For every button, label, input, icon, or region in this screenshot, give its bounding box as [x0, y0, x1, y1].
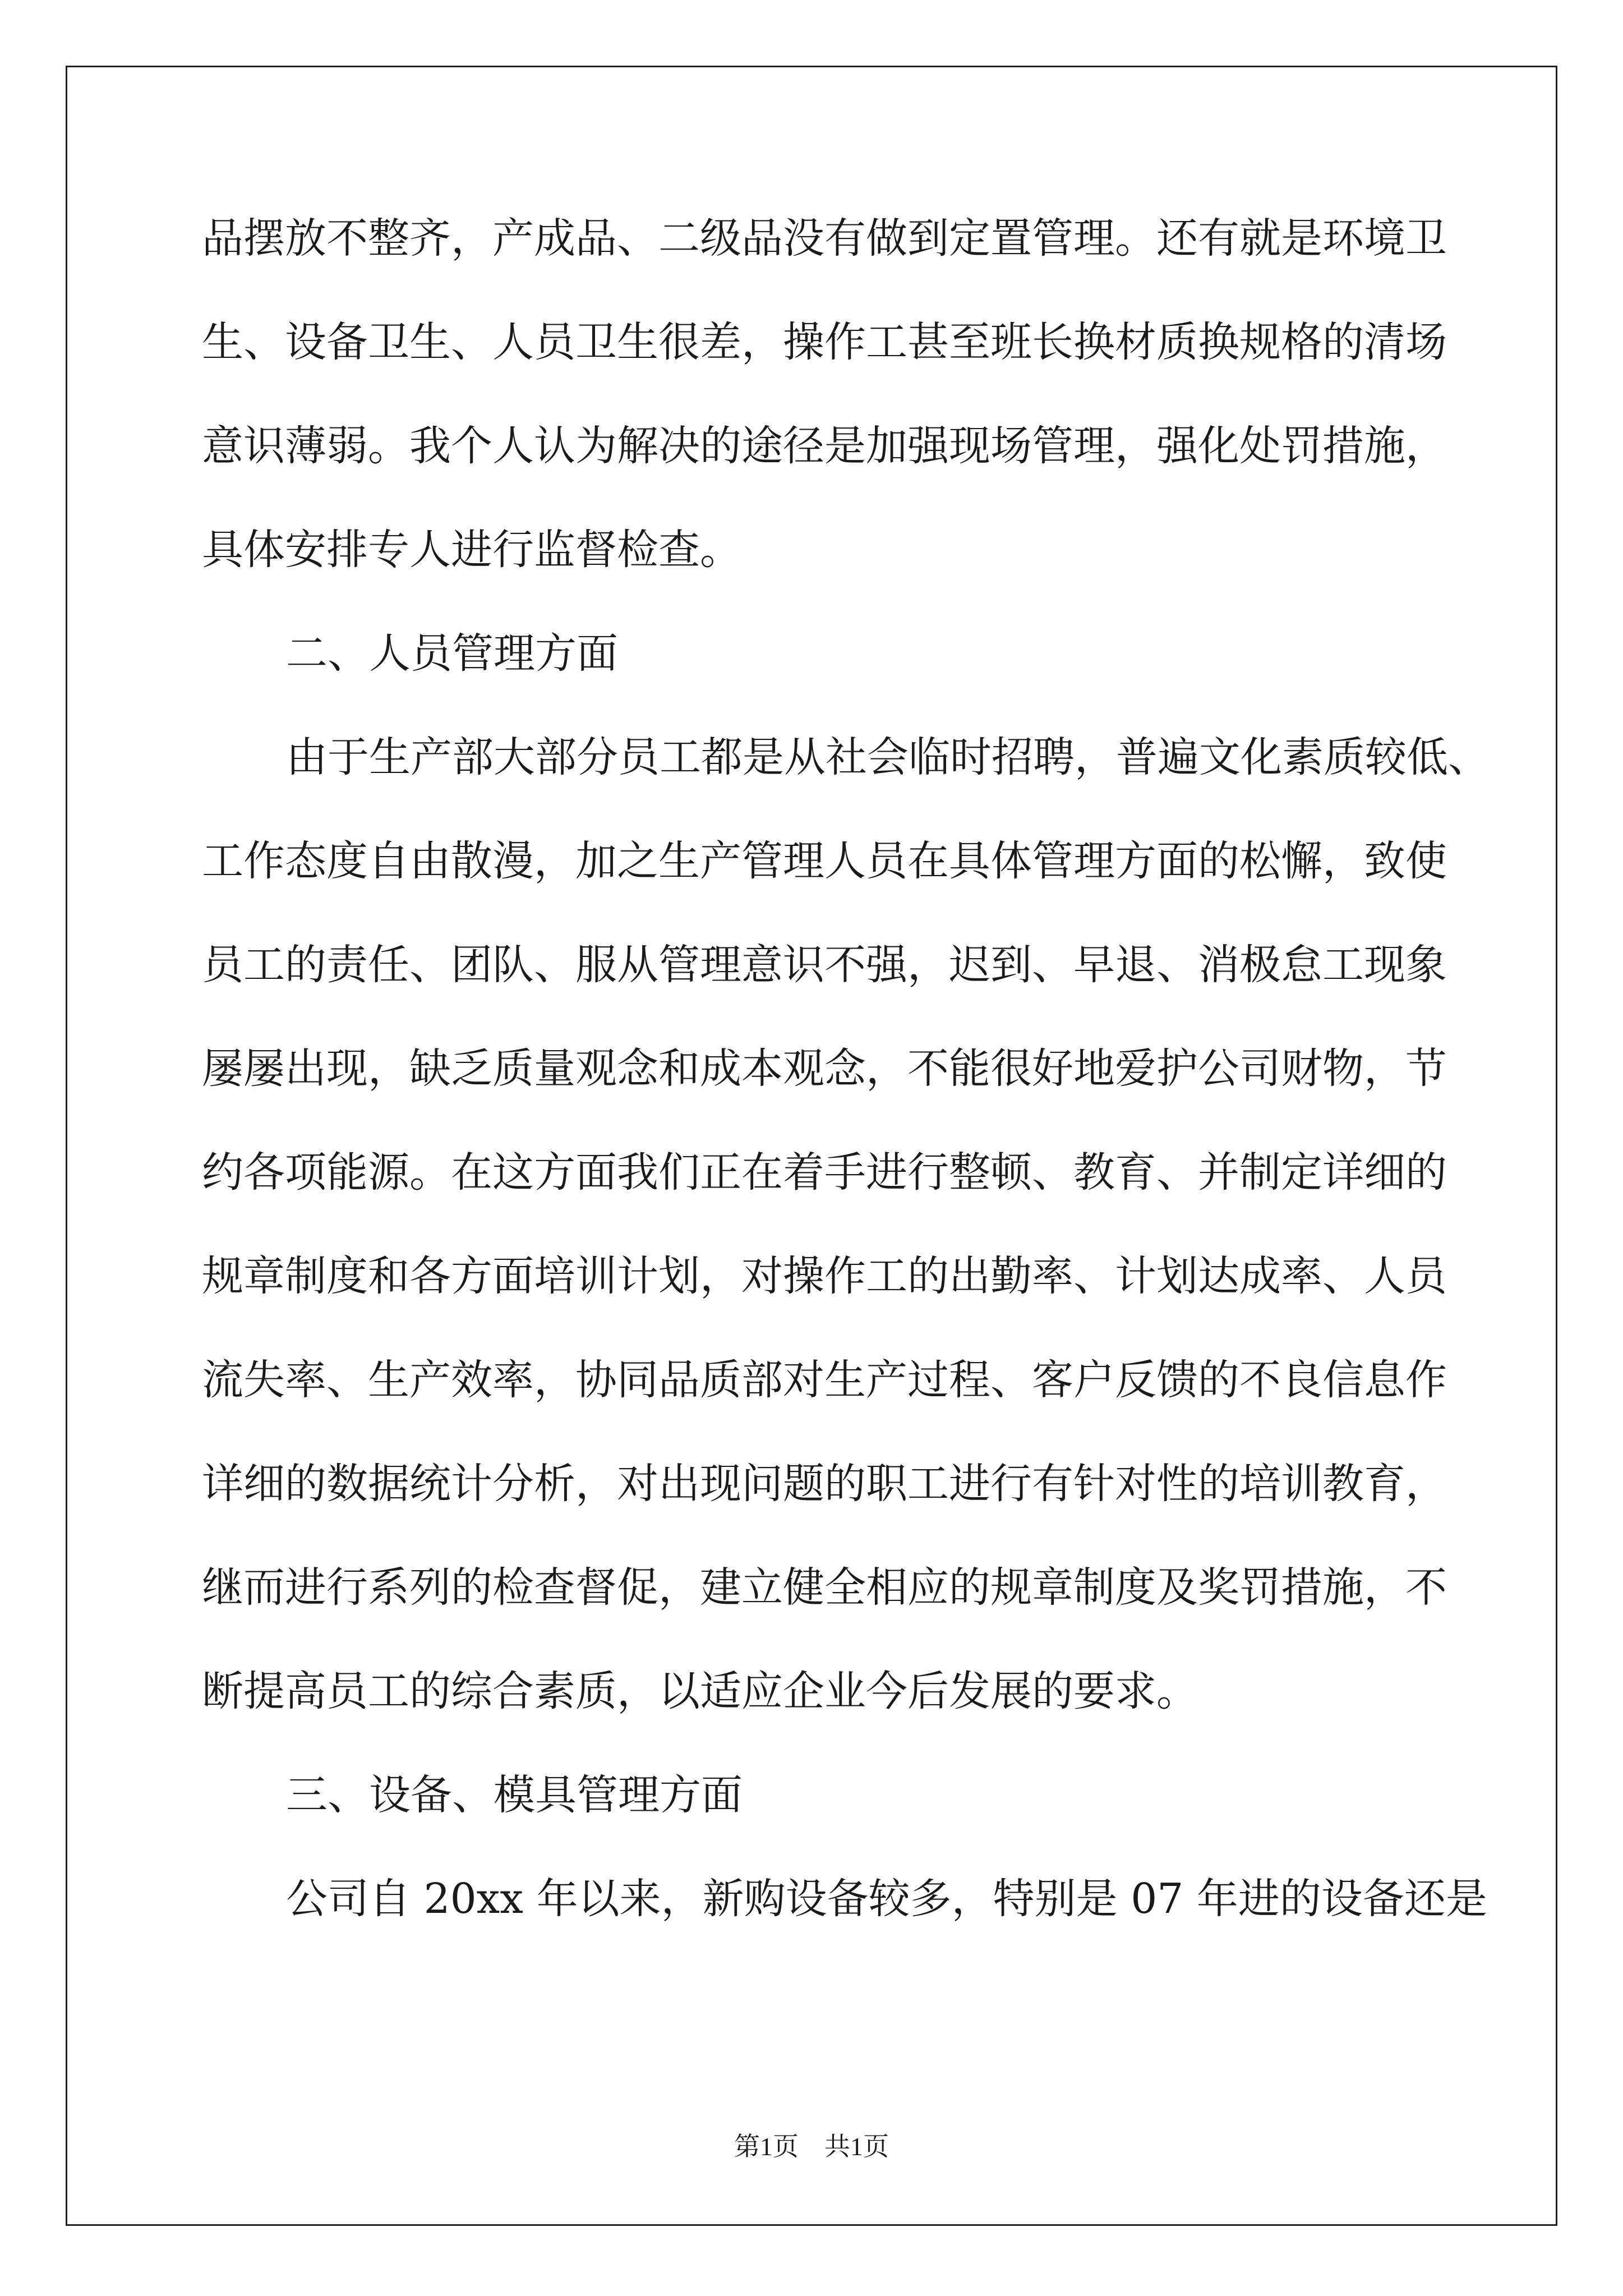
text-line-10: 约各项能源。在这方面我们正在着手进行整顿、教育、并制定详细的	[202, 1148, 1447, 1197]
section-heading-personnel: 二、人员管理方面	[286, 629, 618, 678]
text-line-12: 流失率、生产效率，协同品质部对生产过程、客户反馈的不良信息作	[202, 1356, 1447, 1404]
text-line-17: 公司自 20xx 年以来，新购设备较多，特别是 07 年进的设备还是	[286, 1875, 1487, 1923]
text-line-13: 详细的数据统计分析，对出现问题的职工进行有针对性的培训教育，	[202, 1460, 1447, 1508]
text-line-9: 屡屡出现，缺乏质量观念和成本观念，不能很好地爱护公司财物，节	[202, 1045, 1447, 1093]
text-line-14: 继而进行系列的检查督促，建立健全相应的规章制度及奖罚措施，不	[202, 1563, 1447, 1612]
text-line-2: 生、设备卫生、人员卫生很差，操作工甚至班长换材质换规格的清场	[202, 318, 1447, 366]
text-line-3: 意识薄弱。我个人认为解决的途径是加强现场管理，强化处罚措施，	[202, 422, 1447, 470]
text-line-8: 员工的责任、团队、服从管理意识不强，迟到、早退、消极怠工现象	[202, 941, 1447, 989]
text-line-1: 品摆放不整齐，产成品、二级品没有做到定置管理。还有就是环境卫	[202, 214, 1447, 263]
text-line-6: 由于生产部大部分员工都是从社会临时招聘，普遍文化素质较低、	[286, 733, 1490, 781]
page-footer: 第1页 共1页	[734, 2132, 889, 2161]
text-line-4: 具体安排专人进行监督检查。	[202, 526, 741, 574]
section-heading-equipment: 三、设备、模具管理方面	[286, 1771, 743, 1819]
text-line-11: 规章制度和各方面培训计划，对操作工的出勤率、计划达成率、人员	[202, 1252, 1447, 1300]
text-line-7: 工作态度自由散漫，加之生产管理人员在具体管理方面的松懈，致使	[202, 837, 1447, 885]
text-line-15: 断提高员工的综合素质，以适应企业今后发展的要求。	[202, 1667, 1198, 1715]
